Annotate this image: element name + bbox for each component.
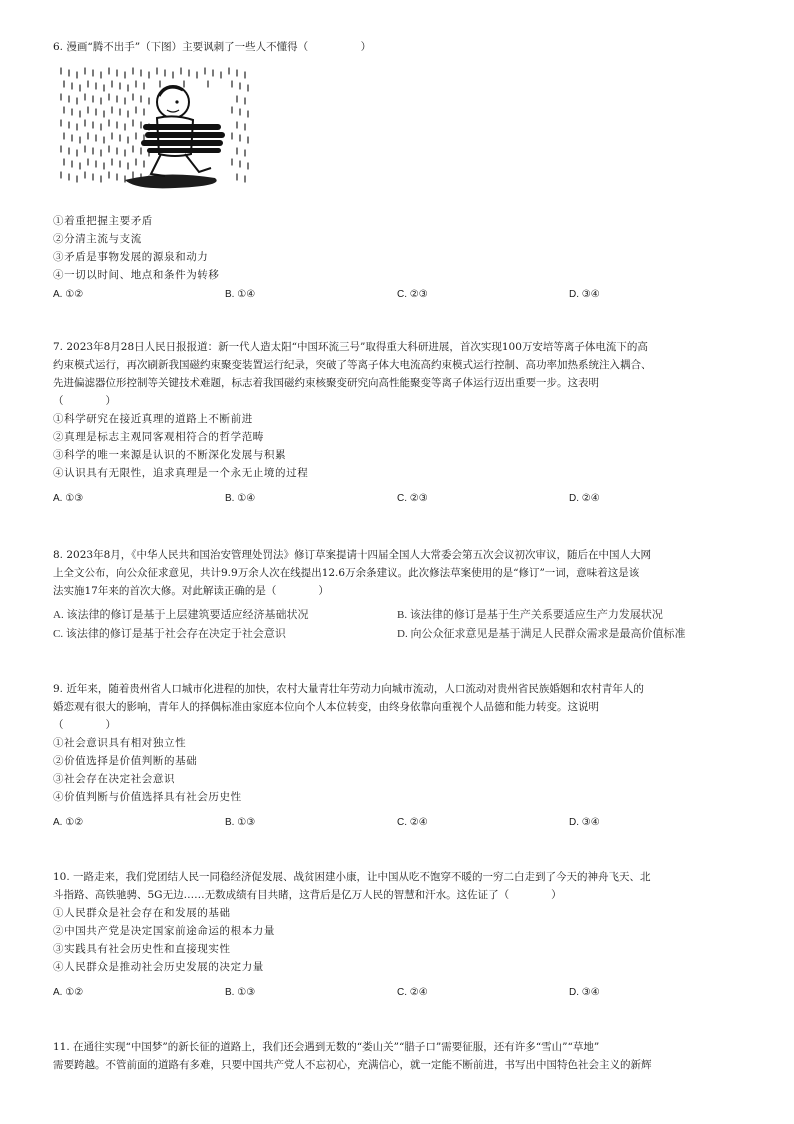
choice-c[interactable]: C. ②④: [397, 817, 428, 828]
q7-statement: ②真理是标志主观同客观相符合的哲学范畴: [53, 431, 264, 443]
choice-d[interactable]: D. 向公众征求意见是基于满足人民群众需求是最高价值标准: [397, 628, 686, 640]
q7-statement: ①科学研究在接近真理的道路上不断前进: [53, 413, 253, 425]
choice-b[interactable]: B. ①③: [225, 987, 256, 998]
q7-stem-line: 7. 2023年8月28日人民日报报道：新一代人造太阳“中国环流三号”取得重大科研进展，首次实现100万安培等离子体电流下的高: [53, 341, 648, 353]
choice-a[interactable]: A. ①②: [53, 987, 84, 998]
q8-stem-line: 法实施17年来的首次大修。对此解读正确的是（ ）: [53, 585, 329, 597]
q7-statement: ④认识具有无限性，追求真理是一个永无止境的过程: [53, 467, 309, 479]
q6-statements: [53, 212, 743, 304]
choice-b[interactable]: B. ①④: [225, 493, 256, 504]
q10-statement: ①人民群众是社会存在和发展的基础: [53, 907, 231, 919]
q7-stem-line: 约束模式运行，再次刷新我国磁约束聚变装置运行纪录，突破了等离子体大电流高约束模式运行控制、高功率加热系统注入耦合、: [53, 359, 652, 371]
choice-c[interactable]: C. ②③: [397, 493, 428, 504]
q7-choices: [53, 490, 743, 508]
choice-a[interactable]: A. ①②: [53, 817, 84, 828]
choice-b[interactable]: B. ①③: [225, 817, 256, 828]
q10-choices: [53, 984, 743, 1002]
q10-stem-line: 10. 一路走来，我们党团结人民一同稳经济促发展、战贫困建小康，让中国从吃不饱穿不暖的一穷二白走到了今天的神舟飞天、北: [53, 871, 651, 883]
q10-statement: ④人民群众是推动社会历史发展的决定力量: [53, 961, 264, 973]
choice-b[interactable]: B. 该法律的修订是基于生产关系要适应生产力发展状况: [397, 609, 663, 621]
q10-stem-line: 斗指路、高铁驰骋、5G无边……无数成绩有目共睹，这背后是亿万人民的智慧和汗水。这佐证了（ ）: [53, 889, 562, 901]
q6-stem: 6. 漫画“腾不出手”（下图）主要讽刺了一些人不懂得（ ）: [53, 41, 372, 53]
q7-stem-line: （ ）: [53, 395, 116, 407]
q9-statement: ④价值判断与价值选择具有社会历史性: [53, 791, 242, 803]
q10-statement: ③实践具有社会历史性和直接现实性: [53, 943, 231, 955]
q6-statement: ③矛盾是事物发展的源泉和动力: [53, 251, 209, 263]
q8-stem-line: 8. 2023年8月，《中华人民共和国治安管理处罚法》修订草案提请十四届全国人大常委会第五次会议初次审议，随后在中国人大网: [53, 549, 652, 561]
q9-stem-line: （ ）: [53, 719, 116, 731]
q11-stem-line: 11. 在通往实现“中国梦”的新长征的道路上，我们还会遇到无数的“娄山关”“腊子口”需要征服，还有许多“雪山”“草地”: [53, 1041, 600, 1053]
q9-choices: [53, 814, 743, 832]
q10-statement: ②中国共产党是决定国家前途命运的根本力量: [53, 925, 275, 937]
q8-choices: [53, 606, 743, 644]
choice-c[interactable]: C. ②④: [397, 987, 428, 998]
choice-b[interactable]: B. ①④: [225, 289, 256, 300]
question-7: [53, 338, 743, 508]
q6-statement: ①着重把握主要矛盾: [53, 215, 153, 227]
choice-d[interactable]: D. ③④: [569, 289, 600, 300]
choice-a[interactable]: A. ①③: [53, 493, 84, 504]
q9-statement: ③社会存在决定社会意识: [53, 773, 176, 785]
q8-stem-line: 上全文公布，向公众征求意见，共计9.9万余人次在线提出12.6万余条建议。此次修法草案使用的是“修订”一词，意味着这是该: [53, 567, 640, 579]
q6-statement: ②分清主流与支流: [53, 233, 142, 245]
question-8: [53, 546, 743, 644]
choice-a[interactable]: A. 该法律的修订是基于上层建筑要适应经济基础状况: [53, 609, 309, 621]
q6-choices: [53, 286, 743, 304]
choice-c[interactable]: C. 该法律的修订是基于社会存在决定于社会意识: [53, 628, 286, 640]
q9-stem-line: 婚恋观有很大的影响，青年人的择偶标准由家庭本位向个人本位转变，由终身依靠向重视个人品德和能力转变。这说明: [53, 701, 599, 713]
question-10: [53, 868, 743, 1002]
q11-stem-line: 需要跨越。不管前面的道路有多难，只要中国共产党人不忘初心，充满信心，就一定能不断前进，书写出中国特色社会主义的新辉: [53, 1059, 652, 1071]
cartoon-illustration: [55, 62, 250, 192]
question-9: [53, 680, 743, 832]
q9-statement: ②价值选择是价值判断的基础: [53, 755, 198, 767]
q9-stem-line: 9. 近年来，随着贵州省人口城市化进程的加快，农村大量青壮年劳动力向城市流动，人口流动对贵州省民族婚姻和农村青年人的: [53, 683, 644, 695]
q9-statement: ①社会意识具有相对独立性: [53, 737, 187, 749]
q7-statement: ③科学的唯一来源是认识的不断深化发展与积累: [53, 449, 287, 461]
choice-d[interactable]: D. ③④: [569, 987, 600, 998]
choice-d[interactable]: D. ③④: [569, 817, 600, 828]
choice-a[interactable]: A. ①②: [53, 289, 84, 300]
choice-c[interactable]: C. ②③: [397, 289, 428, 300]
choice-d[interactable]: D. ②④: [569, 493, 600, 504]
q7-stem-line: 先进偏滤器位形控制等关键技术难题，标志着我国磁约束核聚变研究向高性能聚变等离子体运行迈出重要一步。这表明: [53, 377, 599, 389]
question-6: [53, 38, 743, 56]
question-11: [53, 1038, 743, 1074]
q6-statement: ④一切以时间、地点和条件为转移: [53, 269, 220, 281]
